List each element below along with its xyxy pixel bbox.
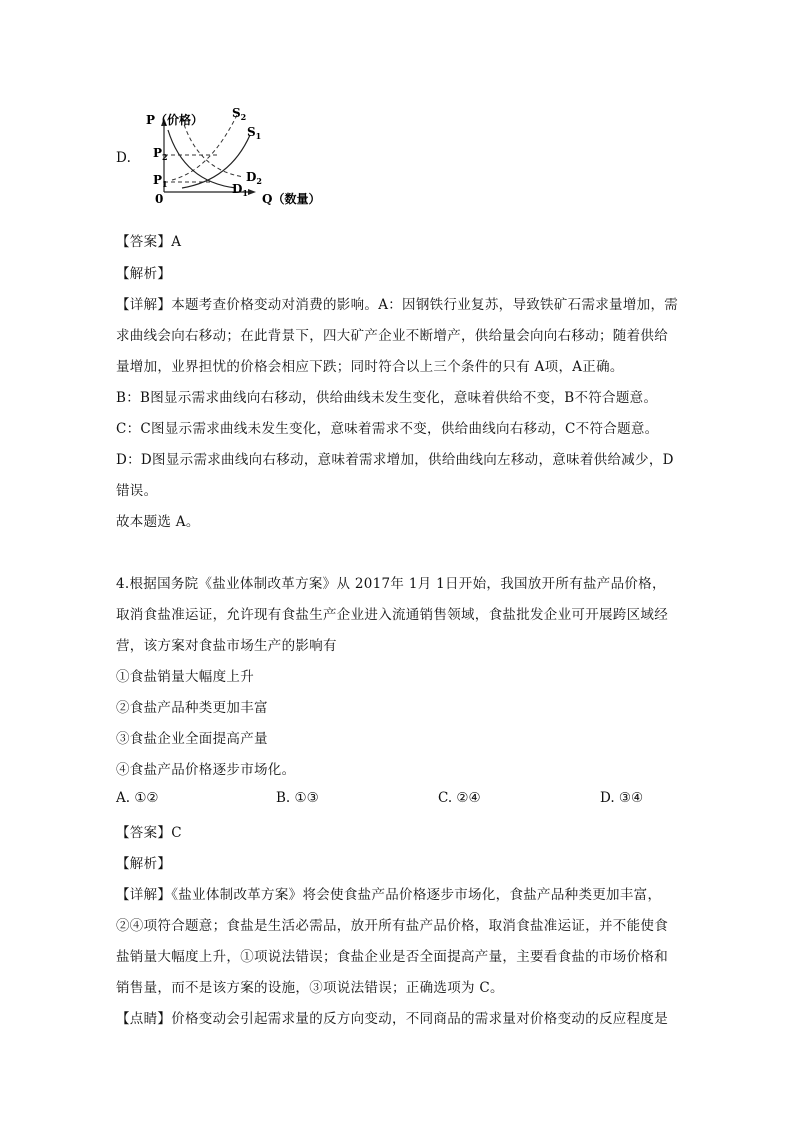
p1-label: $P_1$ xyxy=(153,173,168,189)
q4-answer: 【答案】C xyxy=(116,825,182,841)
d2-label: $D_2$ xyxy=(246,170,262,186)
q3-detail-line-6: D：D图显示需求曲线向右移动，意味着需求增加，供给曲线向左移动，意味着供给减少，D xyxy=(116,452,674,468)
q4-item-2: ②食盐产品种类更加丰富 xyxy=(116,700,268,716)
q4-stem-line-2: 取消食盐准运证，允许现有食盐生产企业进入流通销售领域，食盐批发企业可开展跨区域经 xyxy=(116,607,668,623)
q4-detail-line-4: 销售量，而不是该方案的设施，③项说法错误；正确选项为 C。 xyxy=(116,980,504,996)
q4-option-b: B. ①③ xyxy=(276,790,319,806)
option-d-label: D. xyxy=(116,150,132,166)
s1-label: $S_1$ xyxy=(247,125,262,141)
q3-detail-line-8: 故本题选 A。 xyxy=(116,514,200,530)
d1-curve xyxy=(168,130,236,188)
q4-option-c: C. ②④ xyxy=(438,790,481,806)
p-axis-label: P（价格） xyxy=(146,113,204,127)
q4-stem-line-1: 4.根据国务院《盐业体制改革方案》从 2017年 1月 1日开始，我国放开所有盐产品价格， xyxy=(116,576,666,592)
supply-demand-figure xyxy=(112,100,332,215)
q3-detail-line-3: 量增加，业界担忧的价格会相应下跌；同时符合以上三个条件的只有 A项，A正确。 xyxy=(116,359,624,375)
d1-label: $D_1$ xyxy=(232,182,248,198)
q3-detail-line-1: 【详解】本题考查价格变动对消费的影响。A：因钢铁行业复苏，导致铁矿石需求量增加，需 xyxy=(116,297,679,313)
s1-curve xyxy=(182,135,250,188)
q3-detail-line-4: B：B图显示需求曲线向右移动，供给曲线未发生变化，意味着供给不变，B不符合题意。 xyxy=(116,390,658,406)
q3-analysis-heading: 【解析】 xyxy=(116,266,172,282)
q3-detail-line-2: 求曲线会向右移动；在此背景下，四大矿产企业不断增产，供给量会向向右移动；随着供给 xyxy=(116,328,668,344)
q4-option-d: D. ③④ xyxy=(600,790,644,806)
q3-detail-line-7: 错误。 xyxy=(116,483,158,499)
q4-item-1: ①食盐销量大幅度上升 xyxy=(116,669,254,685)
origin-label: 0 xyxy=(155,192,164,206)
p2-label: $P_2$ xyxy=(153,146,168,162)
q4-detail-line-2: ②④项符合题意；食盐是生活必需品，放开所有盐产品价格，取消食盐准运证，并不能使食 xyxy=(116,918,668,934)
q4-option-a: A. ①② xyxy=(116,790,159,806)
s2-label: $S_2$ xyxy=(232,106,247,122)
q4-item-4: ④食盐产品价格逐步市场化。 xyxy=(116,762,296,778)
q-axis-arrow xyxy=(248,189,256,195)
q4-stem-line-3: 营，该方案对食盐市场生产的影响有 xyxy=(116,638,337,654)
q4-detail-line-1: 【详解】《盐业体制改革方案》将会使食盐产品价格逐步市场化，食盐产品种类更加丰富， xyxy=(116,887,662,903)
q3-detail-line-5: C：C图显示需求曲线未发生变化，意味着需求不变，供给曲线向右移动，C不符合题意。 xyxy=(116,421,659,437)
q4-tip: 【点睛】价格变动会引起需求量的反方向变动，不同商品的需求量对价格变动的反应程度是 xyxy=(116,1011,668,1027)
q-axis-label: Q（数量） xyxy=(262,192,321,206)
q4-detail-line-3: 盐销量大幅度上升，①项说法错误；食盐企业是否全面提高产量，主要看食盐的市场价格和 xyxy=(116,949,668,965)
q3-answer: 【答案】A xyxy=(116,234,182,250)
q4-item-3: ③食盐企业全面提高产量 xyxy=(116,731,268,747)
q4-analysis-heading: 【解析】 xyxy=(116,856,172,872)
